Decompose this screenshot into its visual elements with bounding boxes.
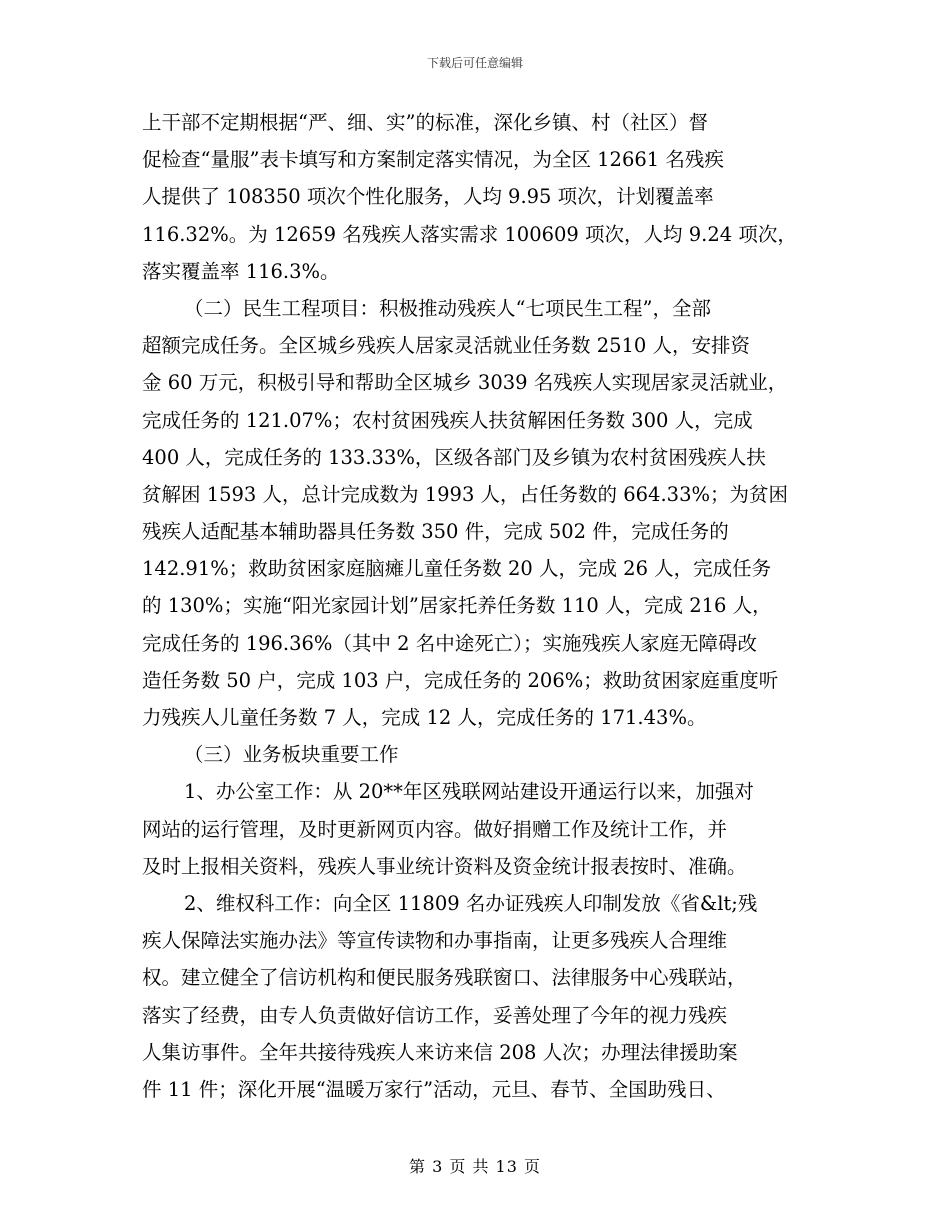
text-line: 促检查“量服”表卡填写和方案制定落实情况，为全区 12661 名残疾 — [142, 148, 724, 172]
text-line: 金 60 万元，积极引导和帮助全区城乡 3039 名残疾人实现居家灵活就业， — [142, 371, 788, 395]
text-line: 件 11 件；深化开展“温暖万家行”活动，元旦、春节、全国助残日、 — [142, 1077, 726, 1101]
text-line: 完成任务的 196.36%（其中 2 名中途死亡）；实施残疾人家庭无障碍改 — [142, 631, 758, 655]
text-line: 人提供了 108350 项次个性化服务，人均 9.95 项次，计划覆盖率 — [142, 185, 714, 209]
text-line: 落实覆盖率 116.3%。 — [142, 259, 340, 283]
text-line: 造任务数 50 户，完成 103 户，完成任务的 206%；救助贫困家庭重度听 — [142, 668, 779, 692]
text-line: 权。建立健全了信访机构和便民服务残联窗口、法律服务中心残联站， — [142, 966, 747, 990]
text-line: 116.32%。为 12659 名残疾人落实需求 100609 项次，人均 9.24 项次， — [142, 222, 797, 246]
page-footer: 第 3 页 共 13 页 — [409, 1157, 541, 1176]
text-line: 网站的运行管理，及时更新网页内容。做好捐赠工作及统计工作，并 — [142, 817, 728, 841]
document-body — [142, 104, 812, 1108]
section-heading: （三）业务板块重要工作 — [184, 743, 399, 767]
text-line: 落实了经费，由专人负责做好信访工作，妥善处理了今年的视力残疾 — [142, 1003, 728, 1027]
text-line: 2、维权科工作：向全区 11809 名办证残疾人印制发放《省&lt;残 — [184, 891, 758, 915]
text-line: 上干部不定期根据“严、细、实”的标准，深化乡镇、村（社区）督 — [142, 111, 708, 134]
text-line: 及时上报相关资料，残疾人事业统计资料及资金统计报表按时、准确。 — [142, 854, 747, 878]
text-line: 力残疾人儿童任务数 7 人，完成 12 人，完成任务的 171.43%。 — [142, 706, 707, 729]
text-line: 残疾人适配基本辅助器具任务数 350 件，完成 502 件，完成任务的 — [142, 520, 729, 544]
text-line: 的 130%；实施“阳光家园计划”居家托养任务数 110 人，完成 216 人， — [142, 594, 772, 618]
text-line: 超额完成任务。全区城乡残疾人居家灵活就业任务数 2510 人，安排资 — [142, 334, 751, 358]
text-line: 人集访事件。全年共接待残疾人来访来信 208 人次；办理法律援助案 — [142, 1040, 738, 1064]
text-line: 贫解困 1593 人，总计完成数为 1993 人，占任务数的 664.33%；为贫困 — [142, 482, 789, 506]
text-line: 142.91%；救助贫困家庭脑瘫儿童任务数 20 人，完成 26 人，完成任务 — [142, 557, 772, 581]
page-header: 下载后可任意编辑 — [426, 56, 523, 70]
text-line: （二）民生工程项目：积极推动残疾人“七项民生工程”，全部 — [184, 296, 711, 320]
text-line: 完成任务的 121.07%；农村贫困残疾人扶贫解困任务数 300 人，完成 — [142, 408, 753, 432]
text-line: 400 人，完成任务的 133.33%，区级各部门及乡镇为农村贫困残疾人扶 — [142, 445, 766, 469]
text-line: 疾人保障法实施办法》等宣传读物和办事指南，让更多残疾人合理维 — [142, 929, 728, 953]
text-line: 1、办公室工作：从 20**年区残联网站建设开通运行以来，加强对 — [184, 780, 754, 804]
